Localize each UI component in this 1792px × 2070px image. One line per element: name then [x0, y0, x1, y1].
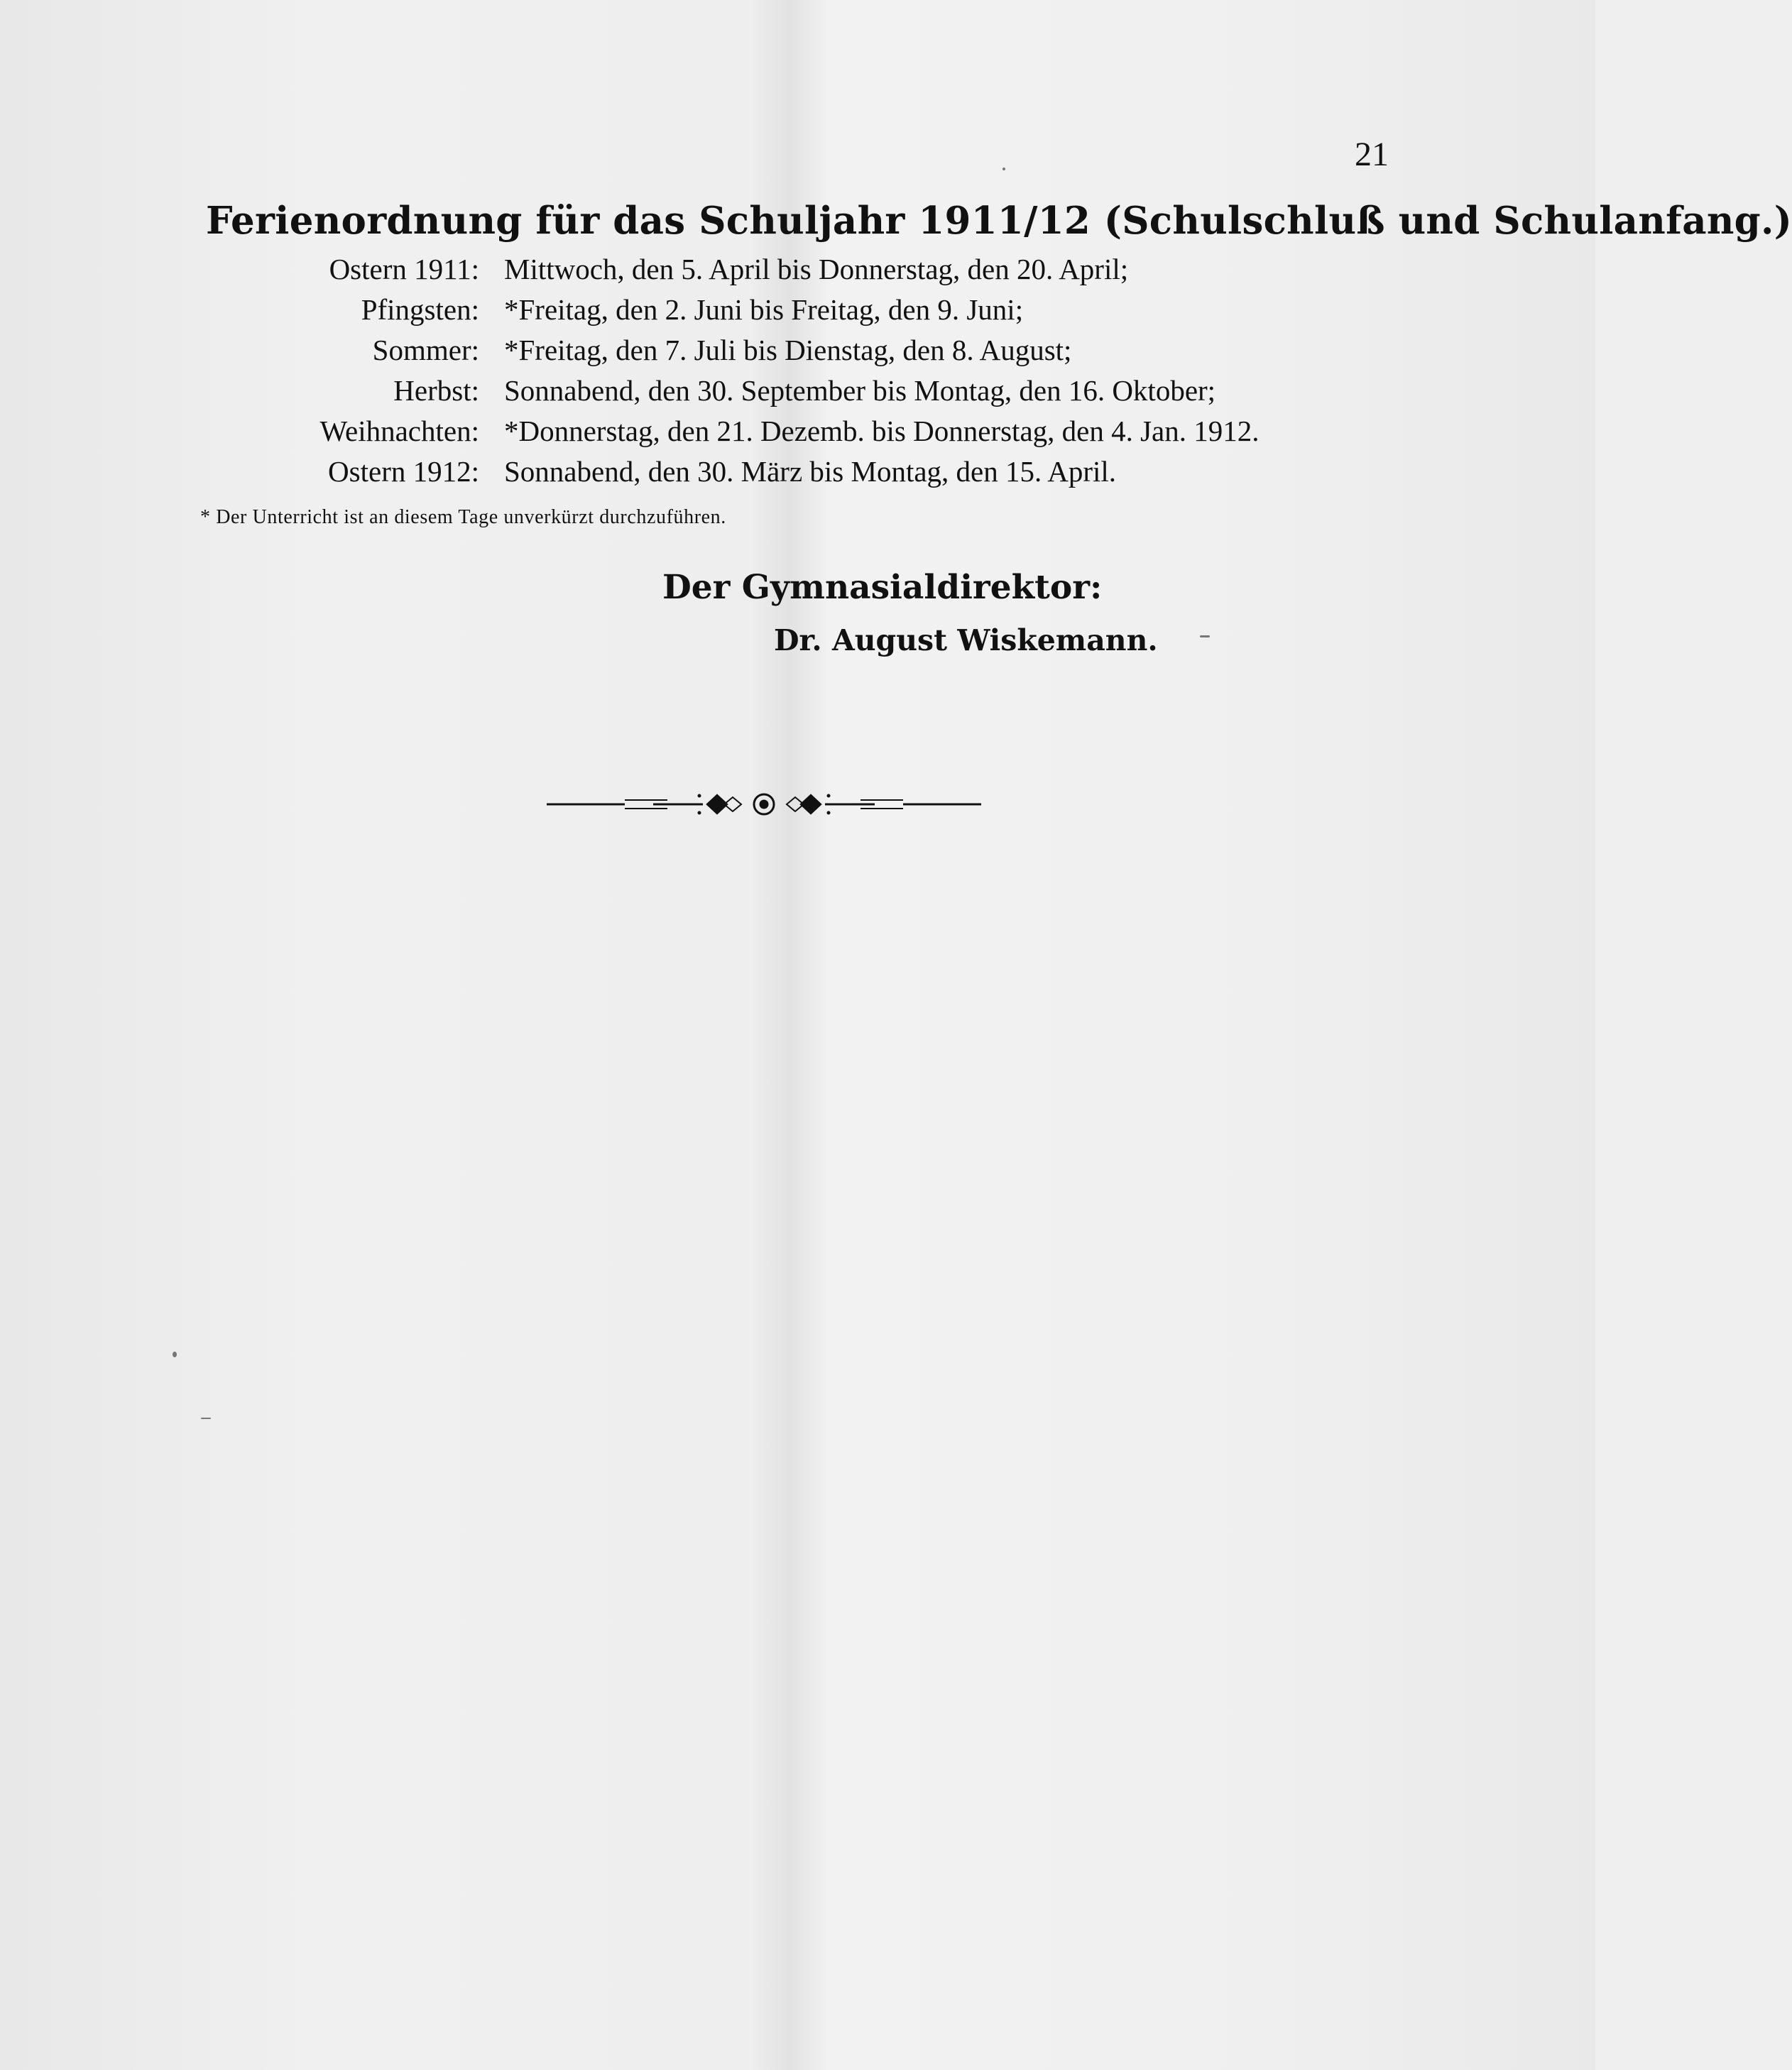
paper-speck	[1200, 635, 1210, 637]
paper-speck	[1002, 168, 1005, 170]
page-title: Ferienordnung für das Schuljahr 1911/12 (Schulschluß und Schulanfang.)	[206, 199, 1792, 243]
schedule-dates: Sonnabend, den 30. März bis Montag, den 15. April.	[504, 455, 1117, 488]
schedule-label: Ostern 1911:	[329, 253, 479, 285]
schedule-row	[284, 454, 1406, 495]
schedule-label: Pfingsten:	[361, 293, 479, 326]
schedule-dates: Sonnabend, den 30. September bis Montag, den 16. Oktober;	[504, 374, 1216, 407]
schedule-label: Herbst:	[393, 374, 479, 407]
schedule-row	[284, 252, 1406, 292]
footnote: * Der Unterricht ist an diesem Tage unverkürzt durchzuführen.	[200, 506, 726, 528]
paper-speck	[173, 1352, 177, 1357]
schedule-row	[284, 414, 1406, 454]
signature-name: Dr. August Wiskemann.	[774, 623, 1158, 657]
schedule-dates: Mittwoch, den 5. April bis Donnerstag, den 20. April;	[504, 253, 1129, 285]
holiday-schedule	[284, 252, 1406, 495]
schedule-dates: *Freitag, den 7. Juli bis Dienstag, den 8. August;	[504, 334, 1072, 366]
paper-speck	[201, 1418, 211, 1419]
schedule-label: Ostern 1912:	[328, 455, 479, 488]
schedule-row	[284, 333, 1406, 373]
schedule-dates: *Freitag, den 2. Juni bis Freitag, den 9. Juni;	[504, 293, 1024, 326]
page-number: 21	[1355, 136, 1389, 173]
schedule-label: Weihnachten:	[319, 415, 479, 447]
schedule-label: Sommer:	[372, 334, 479, 366]
signature-title: Der Gymnasialdirektor:	[662, 568, 1103, 607]
decorative-divider-icon	[547, 784, 981, 824]
schedule-row	[284, 292, 1406, 333]
schedule-row	[284, 373, 1406, 414]
schedule-dates: *Donnerstag, den 21. Dezemb. bis Donnerstag, den 4. Jan. 1912.	[504, 415, 1260, 447]
